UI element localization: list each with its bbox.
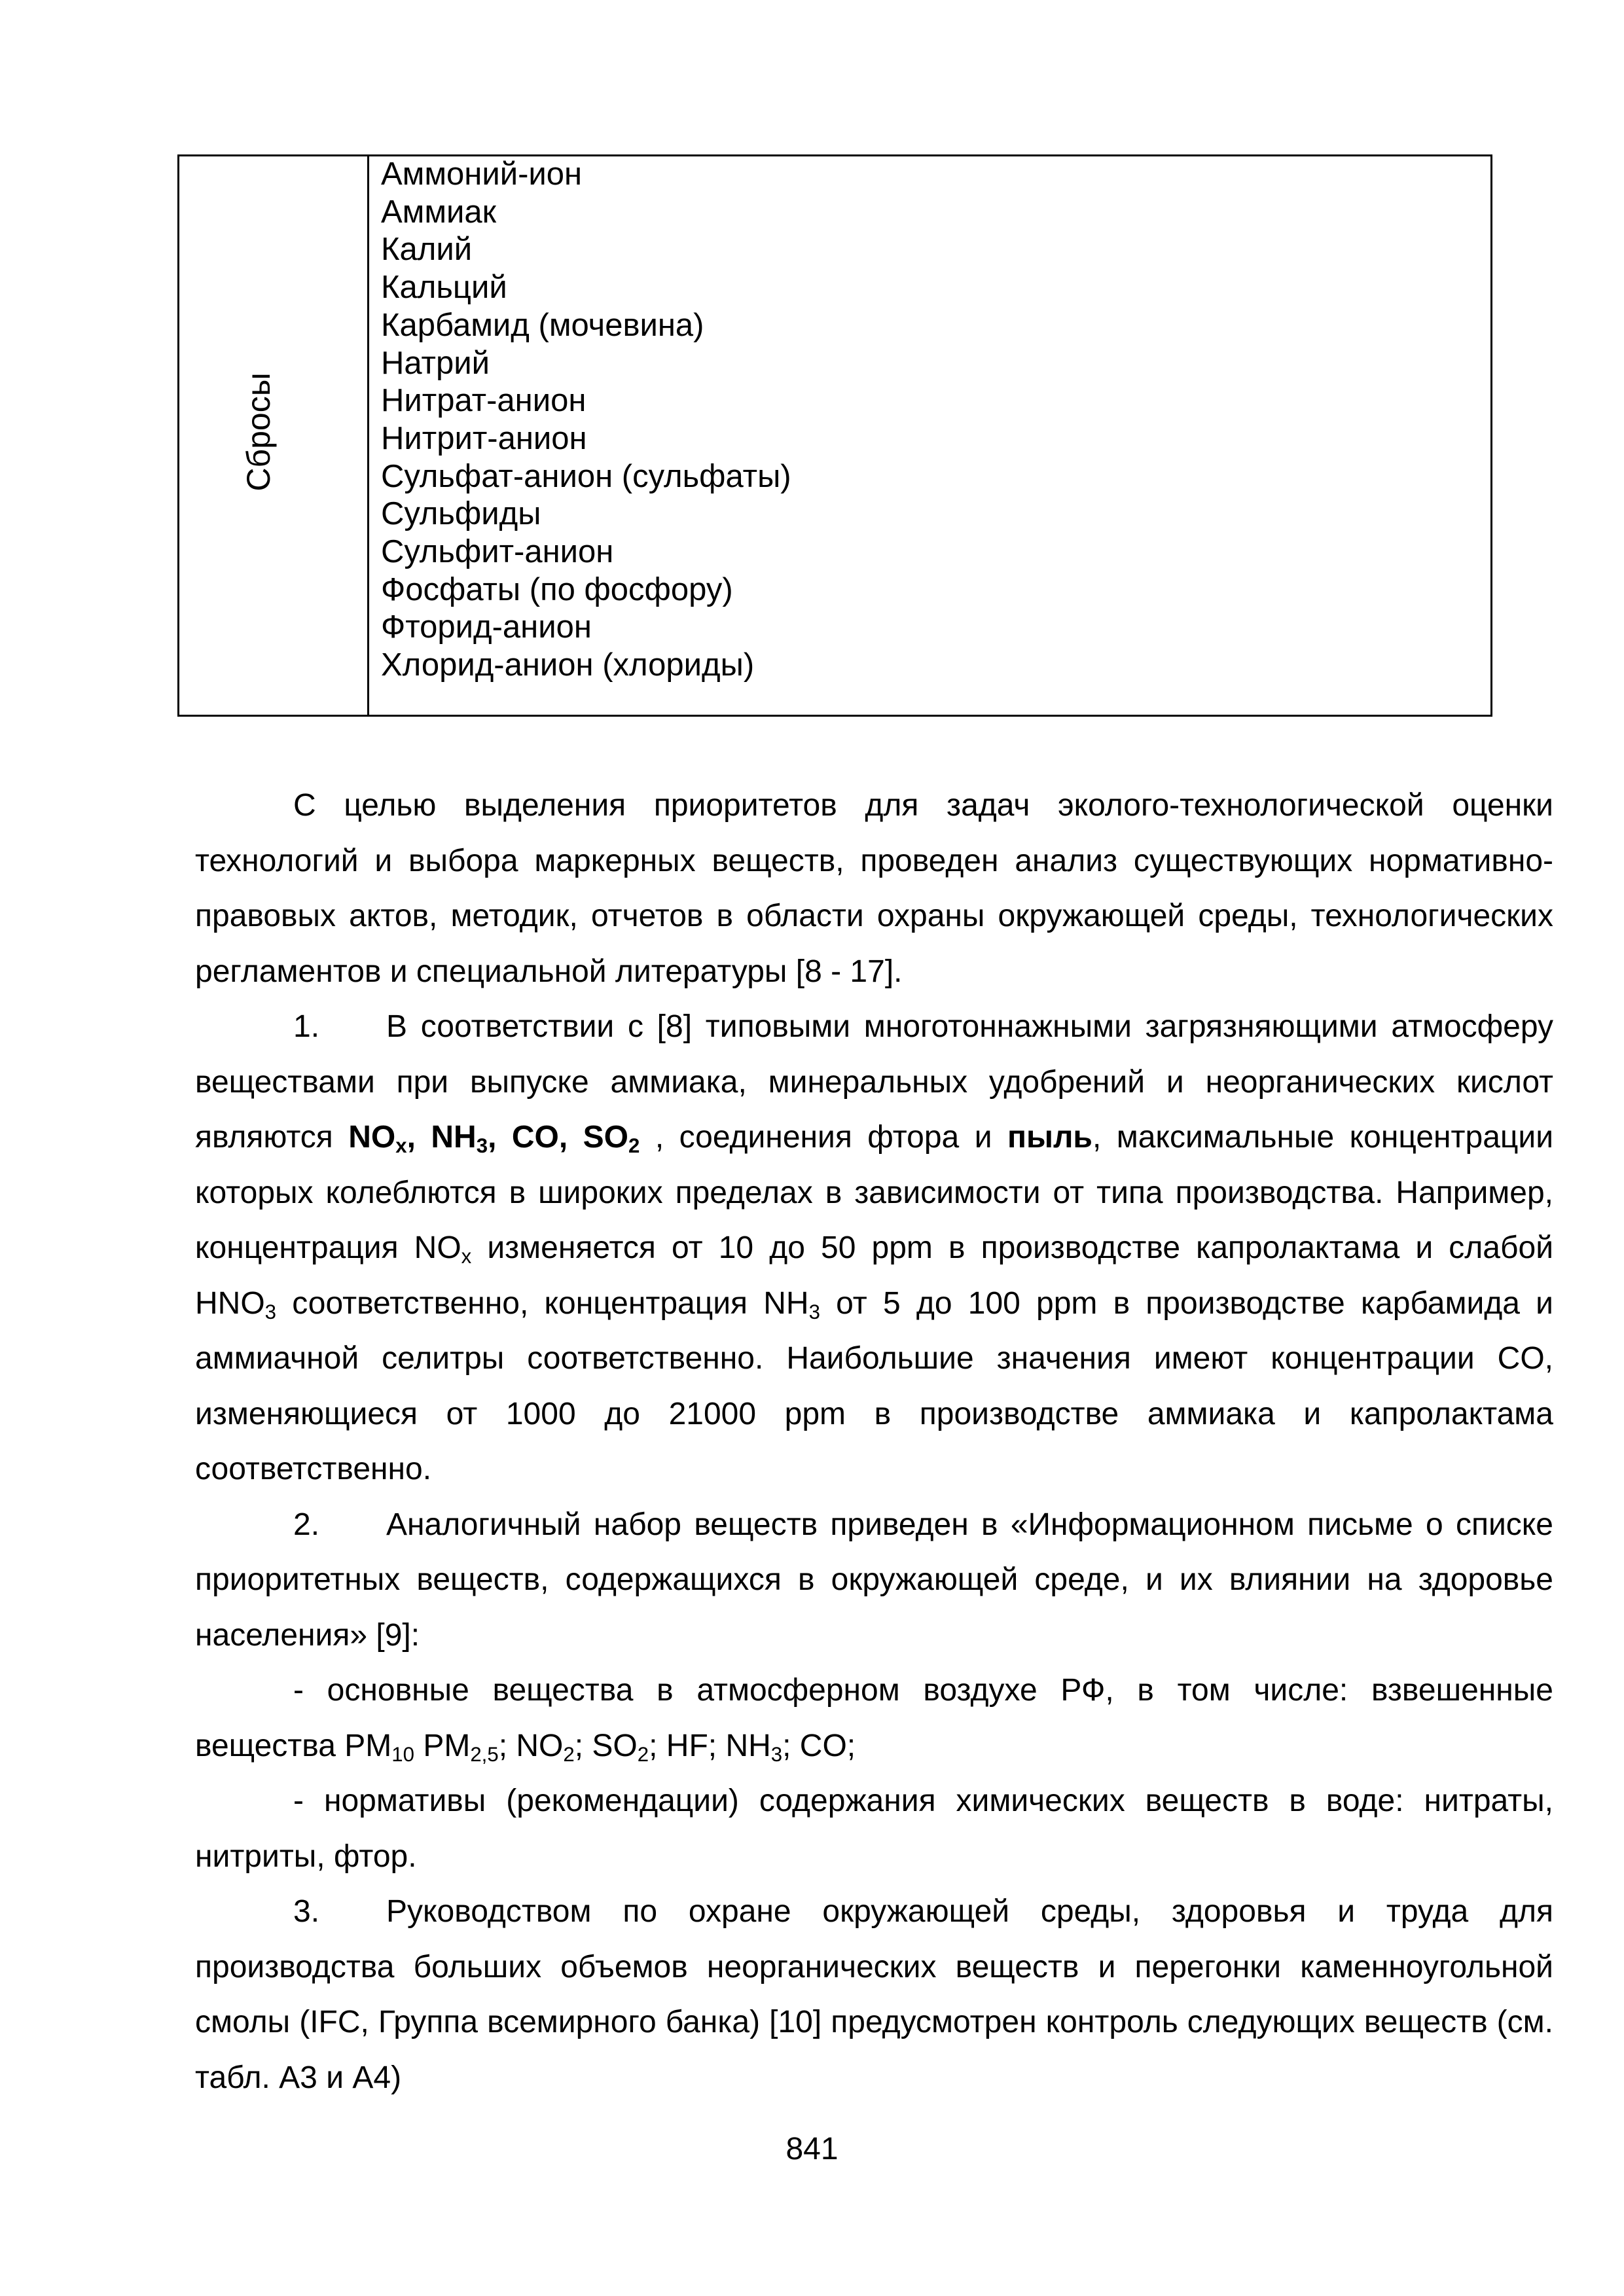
substance-item: Фосфаты (по фосфору) — [381, 571, 733, 607]
substance-list — [381, 156, 791, 685]
table-column-divider — [367, 156, 369, 715]
list-item-number: 3. — [293, 1894, 320, 1929]
list-item-number: 1. — [293, 1009, 320, 1044]
bullet-water-standards: - нормативы (рекомендации) содержания химических веществ в воде: нитраты, нитриты, фтор. — [195, 1784, 1553, 1874]
table-row-header: Сбросы — [240, 372, 277, 492]
substance-item: Карбамид (мочевина) — [381, 307, 704, 343]
substance-item: Сульфит-анион — [381, 534, 614, 570]
list-item-1: 1. В соответствии с [8] типовыми многотоннажными загрязняющими атмосферу веществами при выпуске аммиака, минеральных удобрений и неорганических кислот являются $NO_x$, $NH_3$, CO, $SO_2$ , соединения фтора и пыль, максимальные концентрации которых колеблются в широких пределах в зависимости от типа производства. Например, концентрация $NO_x$ изменяется от 10 до 50 ppm в производстве капролактама и слабой $HNO_3$ соответственно, концентрация $NH_3$ от 5 до 100 ppm в производстве карбамида и аммиачной селитры соответственно. Наибольшие значения имеют концентрации CO, изменяющиеся от 1000 до 21000 ppm в производстве аммиака и капролактама соответственно. — [195, 999, 1553, 1498]
substance-item: Сульфат-анион (сульфаты) — [381, 458, 791, 494]
pollutant-formula: $NO_x$, $NH_3$, CO, $SO_2$ — [348, 1120, 640, 1157]
body-text — [195, 778, 1553, 2106]
bullet-air-substances: - основные вещества в атмосферном воздухе РФ, в том числе: взвешенные вещества $PM_{10}$ $PM_{2,5}$; $NO_2$; $SO_2$; HF; $NH_3$; CO; — [195, 1673, 1553, 1766]
substance-item: Аммоний-ион — [381, 156, 583, 192]
dust-term: пыль — [1007, 1120, 1092, 1155]
substance-item: Кальций — [381, 270, 507, 306]
substance-item: Аммиак — [381, 194, 497, 230]
page-number: 841 — [785, 2132, 839, 2166]
list-item-2: 2. Аналогичный набор веществ приведен в «Информационном письме о списке приоритетных веществ, содержащихся в окружающей среде, и их влиянии на здоровье населения» [9]: — [195, 1498, 1553, 1664]
substance-item: Сульфиды — [381, 496, 541, 532]
substance-item: Нитрит-анион — [381, 420, 587, 456]
discharges-table — [177, 154, 1492, 717]
substance-item: Калий — [381, 232, 473, 268]
intro-paragraph: С целью выделения приоритетов для задач эколого-технологической оценки технологий и выбора маркерных веществ, проведен анализ существующих нормативно-правовых актов, методик, отчетов в области охраны окружающей среды, технологических регламентов и специальной литературы [8 - 17]. — [195, 788, 1553, 989]
substance-item: Фторид-анион — [381, 609, 592, 645]
list-item-number: 2. — [293, 1507, 320, 1542]
substance-item: Нитрат-анион — [381, 383, 586, 419]
substance-item: Хлорид-анион (хлориды) — [381, 647, 755, 683]
substance-item: Натрий — [381, 345, 490, 381]
list-item-3: 3. Руководством по охране окружающей среды, здоровья и труда для производства больших объемов неорганических веществ и перегонки каменноугольной смолы (IFC, Группа всемирного банка) [10] предусмотрен контроль следующих веществ (см. табл. А3 и А4) — [195, 1884, 1553, 2106]
